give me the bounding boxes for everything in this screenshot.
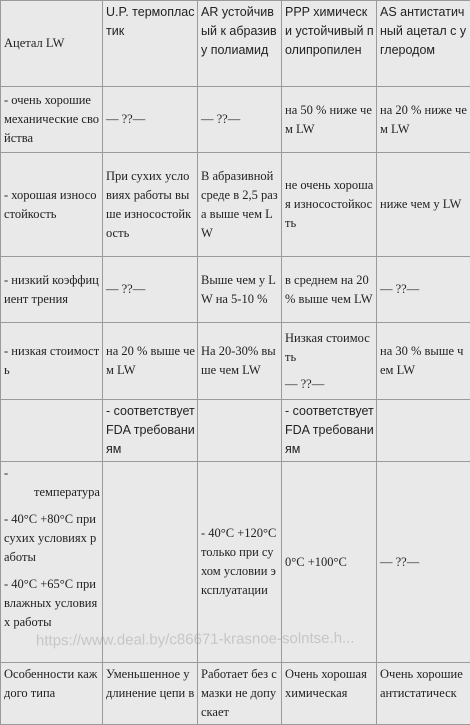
table-cell: - соответствует FDA требованиям [103, 400, 198, 462]
table-cell: Выше чем у LW на 5-10 % [198, 257, 282, 323]
row-label-friction: - низкий коэффициент трения [1, 257, 103, 323]
table-cell: Уменьшенное удлинение цепи в [103, 663, 198, 725]
paragraph-gap [4, 567, 100, 575]
table-cell: на 50 % ниже чем LW [282, 87, 377, 153]
table-row [1, 323, 470, 400]
header-row [1, 1, 470, 87]
table-cell [282, 323, 377, 400]
row-label-mechanical: - очень хорошие механические свойства [1, 87, 103, 153]
header-cell-acetal-lw: Ацетал LW [1, 1, 103, 87]
paragraph-gap [4, 502, 100, 510]
table-cell: В абразивной среде в 2,5 раза выше чем LW [198, 153, 282, 257]
table-cell-text: - [4, 464, 100, 483]
table-cell: - соответствует FDA требованиям [282, 400, 377, 462]
table-row [1, 462, 470, 663]
table-cell-text: — ??— [285, 375, 374, 394]
table-cell: на 20 % выше чем LW [103, 323, 198, 400]
table-cell: - 40°С +120°С только при сухом условии эксплуатации [198, 462, 282, 663]
row-label-wear: - хорошая износостойкость [1, 153, 103, 257]
paragraph-gap [285, 367, 374, 375]
table-cell [377, 400, 470, 462]
table-cell: на 20 % ниже чем LW [377, 87, 470, 153]
table-cell-text: температура [4, 483, 100, 502]
table-row [1, 87, 470, 153]
table-row [1, 153, 470, 257]
table-cell: — ??— [377, 462, 470, 663]
row-label-temperature [1, 462, 103, 663]
table-cell: 0°С +100°С [282, 462, 377, 663]
table-cell [198, 400, 282, 462]
table-cell-text: Низкая стоимость [285, 329, 374, 367]
table-cell: — ??— [377, 257, 470, 323]
table-cell [1, 400, 103, 462]
table-row [1, 257, 470, 323]
table-cell: на 30 % выше чем LW [377, 323, 470, 400]
table-cell: — ??— [198, 87, 282, 153]
table-cell [103, 462, 198, 663]
table-row [1, 400, 470, 462]
header-cell-ar: AR устойчивый к абразиву полиамид [198, 1, 282, 87]
header-cell-as: AS антистатичный ацетал с углеродом [377, 1, 470, 87]
row-label-cost: - низкая стоимость [1, 323, 103, 400]
table-row [1, 663, 470, 725]
watermark: https://www.deal.by/c86671-krasnoe-solntse.h... [36, 630, 355, 650]
table-cell: При сухих условиях работы выше износостойкость [103, 153, 198, 257]
row-label-features: Особенности каждого типа [1, 663, 103, 725]
header-cell-up: U.P. термопластик [103, 1, 198, 87]
table-cell-text: - 40°С +65°С при влажных условиях работы [4, 575, 100, 632]
header-cell-ppp: PPP химически устойчивый полипропилен [282, 1, 377, 87]
table-cell: не очень хорошая износостойкость [282, 153, 377, 257]
table-cell: в среднем на 20 % выше чем LW [282, 257, 377, 323]
table-cell: Очень хорошие антистатическ [377, 663, 470, 725]
table-cell: Очень хорошая химическая [282, 663, 377, 725]
table-cell-text: - 40°С +80°С при сухих условиях работы [4, 510, 100, 567]
table-cell: — ??— [103, 87, 198, 153]
table-cell: На 20-30% выше чем LW [198, 323, 282, 400]
table-cell: ниже чем у LW [377, 153, 470, 257]
table-cell: Работает без смазки не допускает [198, 663, 282, 725]
table-cell: — ??— [103, 257, 198, 323]
